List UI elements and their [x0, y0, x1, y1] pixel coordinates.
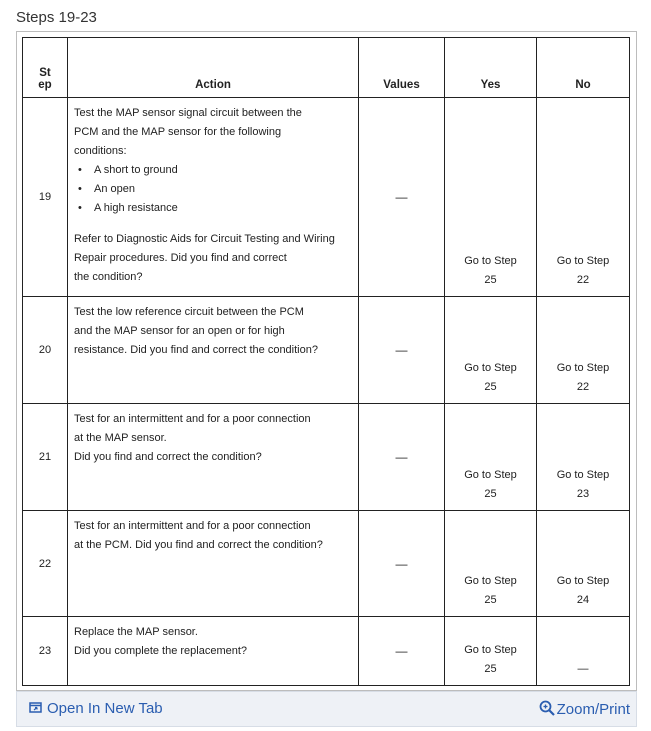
magnifier-icon	[539, 700, 555, 720]
action-cell: Test the low reference circuit between the PCM and the MAP sensor for an open or for high resistance. Did you find and correct the condition?	[68, 297, 359, 404]
action-cell: Test for an intermittent and for a poor connection at the MAP sensor. Did you find and correct the condition?	[68, 404, 359, 511]
action-cell: Test the MAP sensor signal circuit between the PCM and the MAP sensor for the following conditions: • A short to ground • An open • A high resistance Refer to Diagnostic Aids for Circuit Testing and Wiring Repair procedures. Did you find and correct the condition?	[68, 98, 359, 297]
yes-cell: Go to Step 25	[445, 511, 537, 617]
table-row	[23, 98, 630, 297]
table-toolbar	[16, 691, 637, 727]
no-cell: —	[537, 617, 630, 686]
open-in-new-tab-label: Open In New Tab	[47, 700, 163, 717]
value-cell: —	[359, 404, 445, 511]
open-new-tab-icon	[29, 701, 42, 718]
yes-cell: Go to Step 25	[445, 617, 537, 686]
zoom-print-link[interactable]	[539, 700, 630, 720]
zoom-print-label: Zoom/Print	[556, 700, 630, 718]
bullet-item: • A short to ground	[74, 161, 352, 180]
diagnostic-steps-table	[22, 37, 630, 686]
table-header-row	[23, 38, 630, 98]
value-cell: —	[359, 617, 445, 686]
value-cell: —	[359, 98, 445, 297]
step-number: 21	[23, 404, 68, 511]
header-step: St ep	[23, 38, 68, 98]
yes-cell: Go to Step 25	[445, 404, 537, 511]
table-row	[23, 297, 630, 404]
header-action: Action	[68, 38, 359, 98]
value-cell: —	[359, 297, 445, 404]
no-cell: Go to Step 23	[537, 404, 630, 511]
no-cell: Go to Step 24	[537, 511, 630, 617]
value-cell: —	[359, 511, 445, 617]
no-cell: Go to Step 22	[537, 98, 630, 297]
step-number: 19	[23, 98, 68, 297]
table-row	[23, 511, 630, 617]
step-number: 20	[23, 297, 68, 404]
table-row	[23, 617, 630, 686]
page-title: Steps 19-23	[16, 9, 97, 26]
header-yes: Yes	[445, 38, 537, 98]
step-number: 23	[23, 617, 68, 686]
action-cell: Replace the MAP sensor. Did you complete the replacement?	[68, 617, 359, 686]
table-row	[23, 404, 630, 511]
open-in-new-tab-link[interactable]	[29, 700, 163, 718]
header-values: Values	[359, 38, 445, 98]
yes-cell: Go to Step 25	[445, 98, 537, 297]
yes-cell: Go to Step 25	[445, 297, 537, 404]
step-number: 22	[23, 511, 68, 617]
action-cell: Test for an intermittent and for a poor connection at the PCM. Did you find and correct the condition?	[68, 511, 359, 617]
bullet-item: • A high resistance	[74, 199, 352, 218]
no-cell: Go to Step 22	[537, 297, 630, 404]
bullet-item: • An open	[74, 180, 352, 199]
header-no: No	[537, 38, 630, 98]
